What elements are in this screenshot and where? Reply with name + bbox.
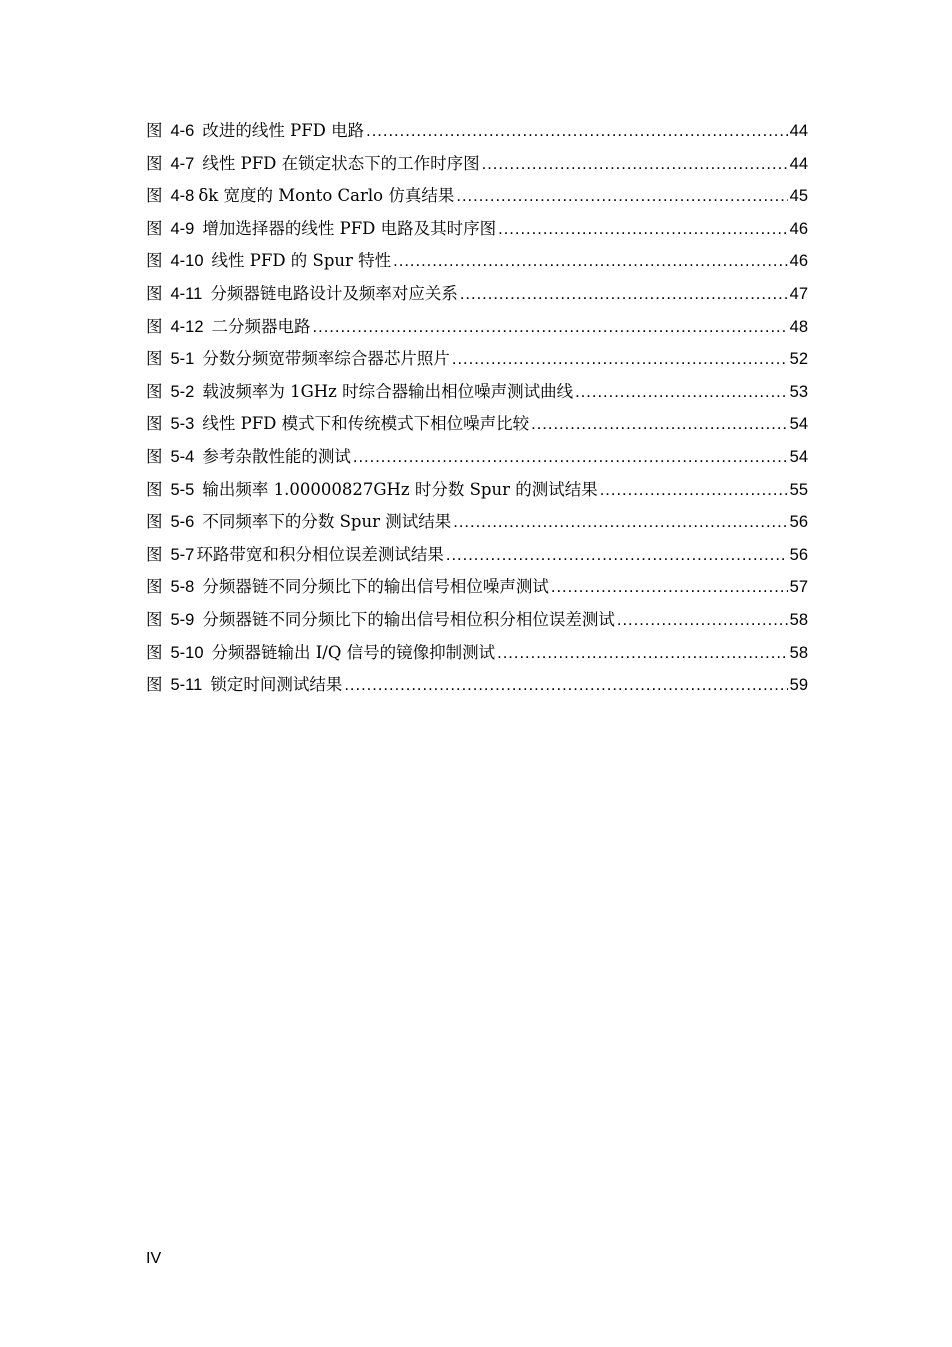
figure-title: 参考杂散性能的测试 [202,446,351,466]
dot-leader [551,578,788,597]
figure-title: 线性 PFD 模式下和传统模式下相位噪声比较 [202,414,530,434]
figure-number: 5-4 [170,447,195,466]
dot-leader [452,350,788,369]
figure-prefix: 图 [146,479,163,499]
figure-title: 分频器链不同分频比下的输出信号相位噪声测试 [202,577,549,597]
dot-leader [344,676,787,695]
figure-title: 分频器链电路设计及频率对应关系 [210,283,458,303]
figure-prefix: 图 [146,675,163,695]
figure-prefix: 图 [146,446,163,466]
figure-prefix: 图 [146,544,163,564]
figure-title: 环路带宽和积分相位误差测试结果 [196,544,444,564]
figure-title: 输出频率 1.00000827GHz 时分数 Spur 的测试结果 [202,479,598,499]
figure-number: 5-7 [170,545,195,564]
page-number: 57 [789,578,808,597]
figure-number: 4-12 [170,317,204,336]
figure-prefix: 图 [146,609,163,629]
toc-entry-5-11[interactable] [146,671,808,704]
figure-number: 4-8 [170,187,195,206]
dot-leader [366,122,788,141]
figure-number: 5-5 [170,480,195,499]
figure-title: 分频器链不同分频比下的输出信号相位积分相位误差测试 [202,609,615,629]
figure-title: δk 宽度的 Monto Carlo 仿真结果 [198,186,455,206]
figure-title: 锁定时间测试结果 [210,675,343,695]
page-number: 45 [789,187,808,206]
toc-entry-4-7[interactable] [146,150,808,183]
page-number: 46 [789,252,808,271]
figure-prefix: 图 [146,512,163,532]
dot-leader [313,318,788,337]
page-footer-number: IV [146,1250,162,1267]
figure-prefix: 图 [146,349,163,369]
figure-number: 5-6 [170,513,195,532]
figure-title: 线性 PFD 的 Spur 特性 [211,251,392,271]
figure-title: 改进的线性 PFD 电路 [202,121,365,140]
page-number: 56 [789,513,808,532]
page-number: 59 [789,676,808,695]
figure-number: 5-1 [170,350,195,369]
figure-prefix: 图 [146,251,163,271]
page-number: 58 [789,610,808,629]
figure-title: 线性 PFD 在锁定状态下的工作时序图 [202,153,480,173]
figure-number: 4-7 [170,154,195,173]
figure-prefix: 图 [146,577,163,597]
figure-title: 增加选择器的线性 PFD 电路及其时序图 [202,218,497,238]
page-number: 52 [789,350,808,369]
dot-leader [575,383,788,402]
dot-leader [497,644,788,663]
toc-entry-5-1[interactable] [146,345,808,378]
figure-number: 4-6 [170,122,195,140]
dot-leader [353,448,788,467]
figure-number: 5-11 [170,676,203,695]
figure-title: 载波频率为 1GHz 时综合器输出相位噪声测试曲线 [202,381,574,401]
dot-leader [600,481,788,500]
figure-prefix: 图 [146,316,163,336]
page-number: 53 [789,382,808,401]
toc-entry-5-7[interactable] [146,541,808,574]
toc-entry-4-9[interactable] [146,215,808,248]
toc-entry-4-8[interactable] [146,182,808,215]
toc-entry-5-10[interactable] [146,639,808,672]
figure-prefix: 图 [146,414,163,434]
figure-number: 4-9 [170,219,195,238]
page-number: 58 [789,643,808,662]
toc-entry-4-12[interactable] [146,313,808,346]
figure-number: 5-8 [170,578,195,597]
figure-prefix: 图 [146,121,163,140]
toc-entry-5-8[interactable] [146,573,808,606]
page-number: 55 [789,480,808,499]
toc-entry-5-4[interactable] [146,443,808,476]
figure-prefix: 图 [146,642,163,662]
figure-title: 不同频率下的分数 Spur 测试结果 [202,512,452,532]
toc-entry-5-5[interactable] [146,476,808,509]
page-number: 54 [789,415,808,434]
figure-prefix: 图 [146,381,163,401]
toc-entry-4-11[interactable] [146,280,808,313]
figure-title: 分数分频宽带频率综合器芯片照片 [202,349,450,369]
dot-leader [393,252,787,271]
dot-leader [446,546,788,565]
figure-prefix: 图 [146,283,163,303]
page-number: 44 [789,122,808,140]
dot-leader [482,155,788,174]
toc-entry-5-6[interactable] [146,508,808,541]
figure-number: 4-11 [170,284,203,303]
figure-number: 5-2 [170,382,195,401]
figure-prefix: 图 [146,218,163,238]
figure-title: 二分频器电路 [211,316,311,336]
page-number: 54 [789,447,808,466]
figure-number: 5-9 [170,610,195,629]
dot-leader [617,611,788,630]
toc-entry-4-6[interactable] [146,117,808,150]
dot-leader [453,513,787,532]
figure-title: 分频器链输出 I/Q 信号的镜像抑制测试 [211,642,496,662]
figure-number: 5-3 [170,415,195,434]
figure-number: 5-10 [170,643,204,662]
dot-leader [456,187,787,206]
toc-entry-5-9[interactable] [146,606,808,639]
toc-entry-5-2[interactable] [146,378,808,411]
figure-prefix: 图 [146,153,163,173]
page-number: 47 [789,284,808,303]
dot-leader [531,415,788,434]
page-number: 46 [789,219,808,238]
table-of-figures [146,117,808,704]
page-number: 48 [789,317,808,336]
figure-number: 4-10 [170,252,204,271]
toc-entry-5-3[interactable] [146,410,808,443]
page-number: 44 [789,154,808,173]
figure-prefix: 图 [146,186,163,206]
page-number: 56 [789,545,808,564]
toc-entry-4-10[interactable] [146,247,808,280]
dot-leader [498,220,788,239]
dot-leader [460,285,788,304]
